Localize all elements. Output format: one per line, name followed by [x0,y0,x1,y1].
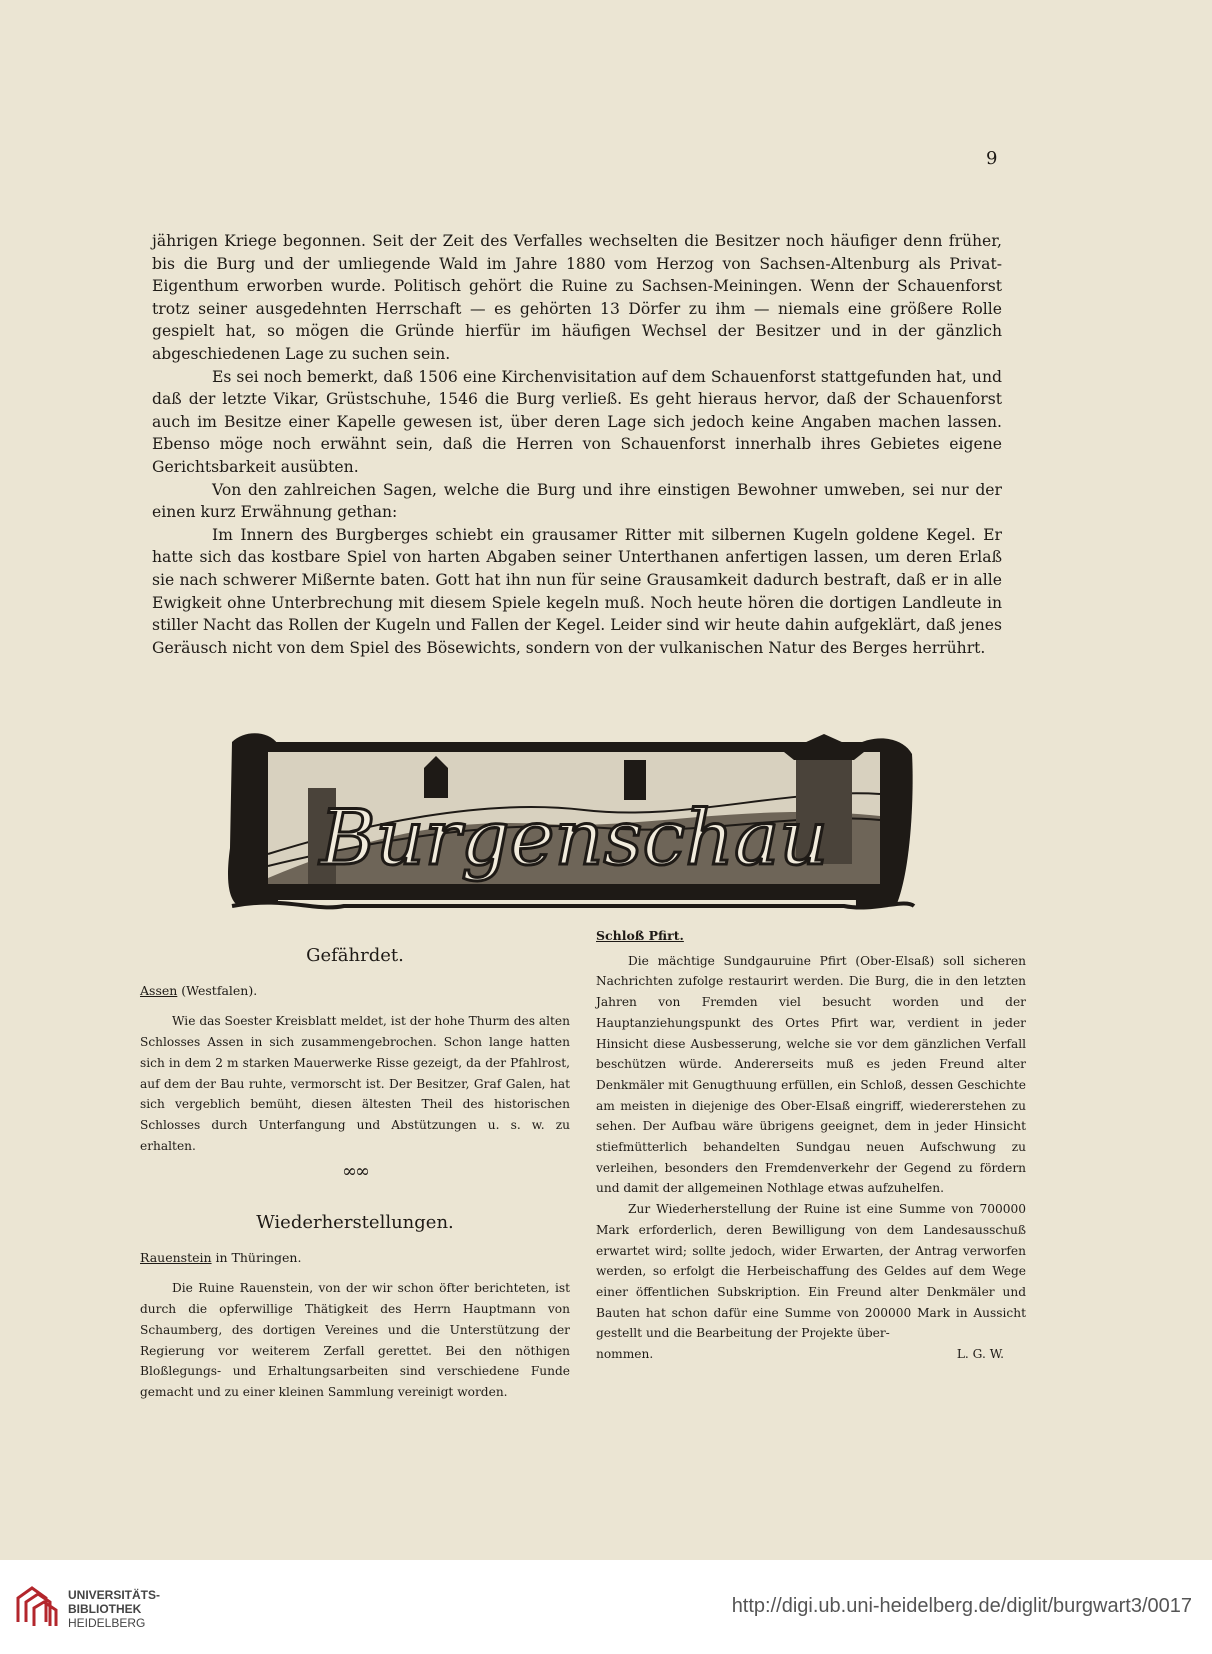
place-name: Rauenstein [140,1249,212,1265]
banner-title: Burgenschau [319,793,829,882]
library-line: BIBLIOTHEK [68,1602,142,1616]
left-column [140,946,570,1403]
place-heading-pfirt: Schloß Pfirt. [596,928,684,943]
library-line: HEIDELBERG [68,1616,146,1630]
place-heading [140,1248,570,1269]
section-heading-gefaehrdet: Gefährdet. [306,945,404,966]
source-url-link[interactable]: http://digi.ub.uni-heidelberg.de/diglit/burgwart3/0017 [731,1595,1192,1617]
paragraph: Im Innern des Burgberges schiebt ein grausamer Ritter mit silbernen Kugeln goldene Kegel. Er hatte sich das kostbare Spiel von harten Abgaben seiner Unterthanen anfertigen lassen, um deren Erlaß sie nach schwerer Mißernte baten. Gott hat ihn nun für seine Grausamkeit dadurch bestraft, daß er in alle Ewigkeit ohne Unterbrechung mit diesem Spiele kegeln muß. Noch heute hören die dortigen Landleute in stiller Nacht das Rollen der Kugeln und Fallen der Kegel. Leider sind wir heute dahin aufgeklärt, daß jenes Geräusch nicht von dem Spiel des Bösewichts, sondern von der vulkanischen Natur des Berges herrührt. [152,525,1002,657]
burgenschau-banner [224,728,916,916]
paragraph: Wie das Soester Kreisblatt meldet, ist der hohe Thurm des alten Schlosses Assen in sich zusammengebrochen. Schon lange hatten sich in dem 2 m starken Mauerwerke Risse gezeigt, da der Pfahlrost, auf dem der Bau ruhte, vermorscht ist. Der Besitzer, Graf Galen, hat sich vergeblich bemüht, diesen ältesten Theil des historischen Schlosses durch Unterfangung und Abstützungen u. s. w. zu erhalten. [140,1014,570,1153]
place-heading [140,981,570,1002]
library-name [68,1588,160,1630]
paragraph: Die mächtige Sundgauruine Pfirt (Ober-Elsaß) soll sicheren Nachrichten zufolge restaurirt werden. Die Burg, die in den letzten Jahren von Fremden viel besucht worden und der Hauptanziehungspunkt des Ortes Pfirt war, verdient in jeder Hinsicht diese Ausbesserung, welche sie vor dem gänzlichen Verfall beschützen würde. Andererseits muß es jeden Freund alter Denkmäler mit Genugthuung erfüllen, ein Schloß, dessen Geschichte am meisten in diejenige des Ober-Elsaß eingriff, wiedererstehen zu sehen. Der Aufbau wäre übrigens geeignet, dem in jeder Hinsicht stiefmütterlich behandelten Sundgau neuen Aufschwung zu verleihen, besonders den Fremdenverkehr der Gegend zu fördern und damit der allgemeinen Nothlage etwas aufzuhelfen. [596,953,1026,1196]
paragraph: Von den zahlreichen Sagen, welche die Burg und ihre einstigen Bewohner umweben, sei nur der einen kurz Erwähnung gethan: [152,480,1002,522]
place-suffix: (Westfalen). [177,982,258,998]
place-name: Assen [140,982,178,998]
right-column [596,924,1026,1365]
page-number: 9 [986,148,998,169]
place-suffix: in Thüringen. [211,1249,302,1265]
section-heading-wiederherstellungen: Wiederherstellungen. [256,1212,454,1234]
library-line: UNIVERSITÄTS- [68,1588,161,1602]
paragraph: Zur Wiederherstellung der Ruine ist eine Summe von 700000 Mark erforderlich, deren Bewilligung von dem Landesausschuß erwartet wird; sollte jedoch, wider Erwarten, der Antrag verworfen werden, so erfolgt die Herbeischaffung des Geldes auf dem Wege einer öffentlichen Subskription. Ein Freund alter Denkmäler und Bauten hat schon dafür eine Summe von 200000 Mark in Aussicht gestellt und die Bearbeitung der Projekte über- [596,1202,1026,1341]
closing-line [596,1344,1026,1365]
footer-bar [0,1560,1212,1654]
banner-illustration [224,728,916,916]
paragraph: jährigen Kriege begonnen. Seit der Zeit des Verfalles wechselten die Besitzer noch häufiger denn früher, bis die Burg und der umliegende Wald im Jahre 1880 vom Herzog von Sachsen-Altenburg als Privat-Eigenthum erworben wurde. Politisch gehört die Ruine zu Sachsen-Meiningen. Wenn der Schauenforst trotz seiner ausgedehnten Herrschaft — es gehörten 13 Dörfer zu ihm — niemals eine größere Rolle gespielt hat, so mögen die Gründe hierfür im häufigen Wechsel der Besitzer und in der gänzlich abgeschiedenen Lage zu suchen sein. [152,232,1002,363]
paragraph: Es sei noch bemerkt, daß 1506 eine Kirchenvisitation auf dem Schauenforst stattgefunden hat, und daß der letzte Vikar, Grüstschuhe, 1546 die Burg verließ. Es geht hieraus hervor, daß der Schauenforst auch im Besitze einer Kapelle gewesen ist, über deren Lage sich jedoch keine Angaben machen lassen. Ebenso möge noch erwähnt sein, daß die Herren von Schauenforst innerhalb ihres Gebietes eigene Gerichtsbarkeit ausübten. [152,367,1002,476]
paragraph: Die Ruine Rauenstein, von der wir schon öfter berichteten, ist durch die opferwillige Thätigkeit des Herrn Hauptmann von Schaumberg, des dortigen Vereines und die Unterstützung der Regierung vor weiterem Zerfall gerettet. Bei den nöthigen Bloßlegungs- und Erhaltungsarbeiten sind verschiedene Funde gemacht und zu einer kleinen Sammlung vereinigt worden. [140,1281,570,1399]
author-signature: L. G. W. [956,1347,1004,1362]
ornament-divider: ∞∞ [342,1161,368,1183]
ub-heidelberg-logo-icon [14,1584,60,1630]
main-article-text [152,230,1002,659]
last-word: nommen. [596,1347,654,1362]
